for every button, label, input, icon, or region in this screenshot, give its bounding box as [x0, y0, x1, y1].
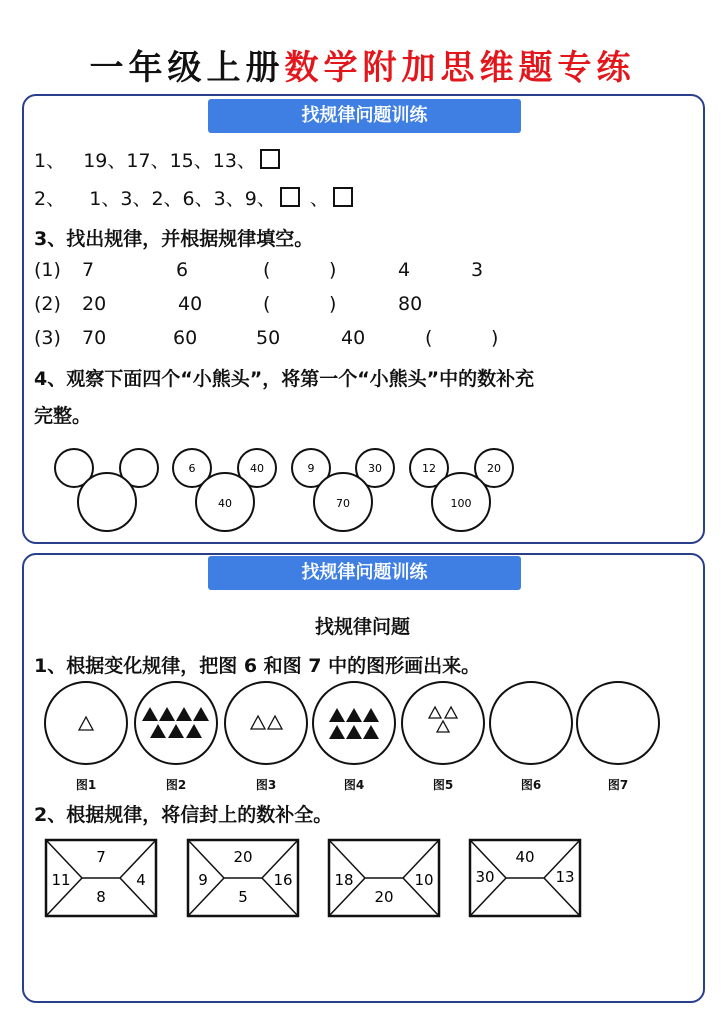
- answer-box[interactable]: [260, 149, 280, 169]
- figure-label: 图7: [607, 778, 629, 792]
- q3-row2-cell: 20: [82, 293, 107, 315]
- section1-banner: 找规律问题训练: [208, 99, 521, 133]
- figure-label: 图1: [75, 778, 97, 792]
- q3-row1-cell: 4: [398, 259, 411, 281]
- bear-head-3: [292, 449, 394, 531]
- env1-top: 7: [96, 848, 106, 866]
- env1-left: 11: [51, 871, 71, 889]
- figure-6[interactable]: [490, 682, 572, 764]
- envelope-4: [470, 840, 580, 916]
- env1-bottom: 8: [96, 888, 106, 906]
- envelope-1: [46, 840, 156, 916]
- bear-head-2: [173, 449, 276, 531]
- figure-5: [402, 682, 484, 764]
- env2-bottom: 5: [238, 888, 248, 906]
- figure-label: 图4: [343, 778, 365, 792]
- q3-row1-cell: 6: [176, 259, 189, 281]
- bear3-left: 9: [307, 462, 315, 475]
- title-part-red: 数学附加思维题专练: [284, 48, 636, 88]
- q3-row1-open: (: [263, 259, 271, 281]
- env4-top: 40: [515, 848, 535, 866]
- question-s2-1: 1、根据变化规律，把图 6 和图 7 中的图形画出来。: [34, 655, 481, 677]
- env3-left: 18: [334, 871, 354, 889]
- envelope-2: [188, 840, 298, 916]
- env4-left: 30: [475, 868, 495, 886]
- q3-row1-close: ): [329, 259, 337, 281]
- figure-2: [135, 682, 217, 764]
- env2-right: 16: [273, 871, 293, 889]
- bear4-right: 20: [487, 462, 501, 475]
- bear2-right: 40: [250, 462, 264, 475]
- answer-box[interactable]: [280, 187, 300, 207]
- figure-label: 图6: [520, 778, 542, 792]
- env2-left: 9: [198, 871, 208, 889]
- title-part-black: 一年级上册: [89, 48, 285, 88]
- bear-head-4: [410, 449, 513, 531]
- figure-label: 图2: [165, 778, 187, 792]
- figure-4: [313, 682, 395, 764]
- q3-row3-cell: 50: [256, 327, 281, 349]
- figure-7[interactable]: [577, 682, 659, 764]
- bear-heads: [0, 440, 725, 540]
- figure-3: [225, 682, 307, 764]
- q3-row3-cell: 70: [82, 327, 107, 349]
- env4-right: 13: [555, 868, 575, 886]
- q3-row3-cell: 60: [173, 327, 198, 349]
- env1-right: 4: [136, 871, 146, 889]
- q3-row3-close: ): [491, 327, 499, 349]
- pattern-figures: [0, 680, 725, 770]
- question-1: [34, 146, 284, 173]
- question-3: 3、找出规律，并根据规律填空。: [34, 228, 314, 250]
- page-title: [0, 40, 725, 89]
- env2-top: 20: [233, 848, 253, 866]
- q2-label: 2、: [34, 188, 66, 210]
- section2-banner: 找规律问题训练: [208, 556, 521, 590]
- question-s2-2: 2、根据规律，将信封上的数补全。: [34, 804, 333, 826]
- question-4-line1: 4、观察下面四个“小熊头”，将第一个“小熊头”中的数补充: [34, 368, 535, 390]
- bear3-right: 30: [368, 462, 382, 475]
- question-2: [34, 184, 357, 211]
- question-4-line2: 完整。: [34, 405, 92, 427]
- q2-sequence: 1、3、2、6、3、9、: [89, 188, 276, 210]
- envelopes: [0, 835, 725, 925]
- q3-row2-close: ): [329, 293, 337, 315]
- env3-bottom: 20: [374, 888, 394, 906]
- section2-subtitle: 找规律问题: [314, 616, 410, 638]
- q3-row2-open: (: [263, 293, 271, 315]
- bear4-left: 12: [422, 462, 436, 475]
- q3-row2-tag: (2): [34, 293, 61, 315]
- q3-row3-open: (: [425, 327, 433, 349]
- q3-row3-tag: (3): [34, 327, 61, 349]
- q3-row1-cell: 7: [82, 259, 95, 281]
- bear3-bottom: 70: [336, 497, 350, 510]
- figure-1: [45, 682, 127, 764]
- q3-row1-cell: 3: [471, 259, 484, 281]
- bear2-bottom: 40: [218, 497, 232, 510]
- q1-label: 1、: [34, 150, 66, 172]
- q3-row2-cell: 40: [178, 293, 203, 315]
- envelope-3: [329, 840, 439, 916]
- q3-row1-tag: (1): [34, 259, 61, 281]
- q1-sequence: 19、17、15、13、: [83, 150, 256, 172]
- q3-row3-cell: 40: [341, 327, 366, 349]
- q2-separator: 、: [309, 188, 329, 210]
- env3-right: 10: [414, 871, 434, 889]
- figure-label: 图3: [255, 778, 277, 792]
- bear-head-1: [55, 449, 158, 531]
- bear4-bottom: 100: [450, 497, 472, 510]
- figure-label: 图5: [432, 778, 454, 792]
- answer-box[interactable]: [333, 187, 353, 207]
- bear2-left: 6: [188, 462, 196, 475]
- q3-row2-cell: 80: [398, 293, 423, 315]
